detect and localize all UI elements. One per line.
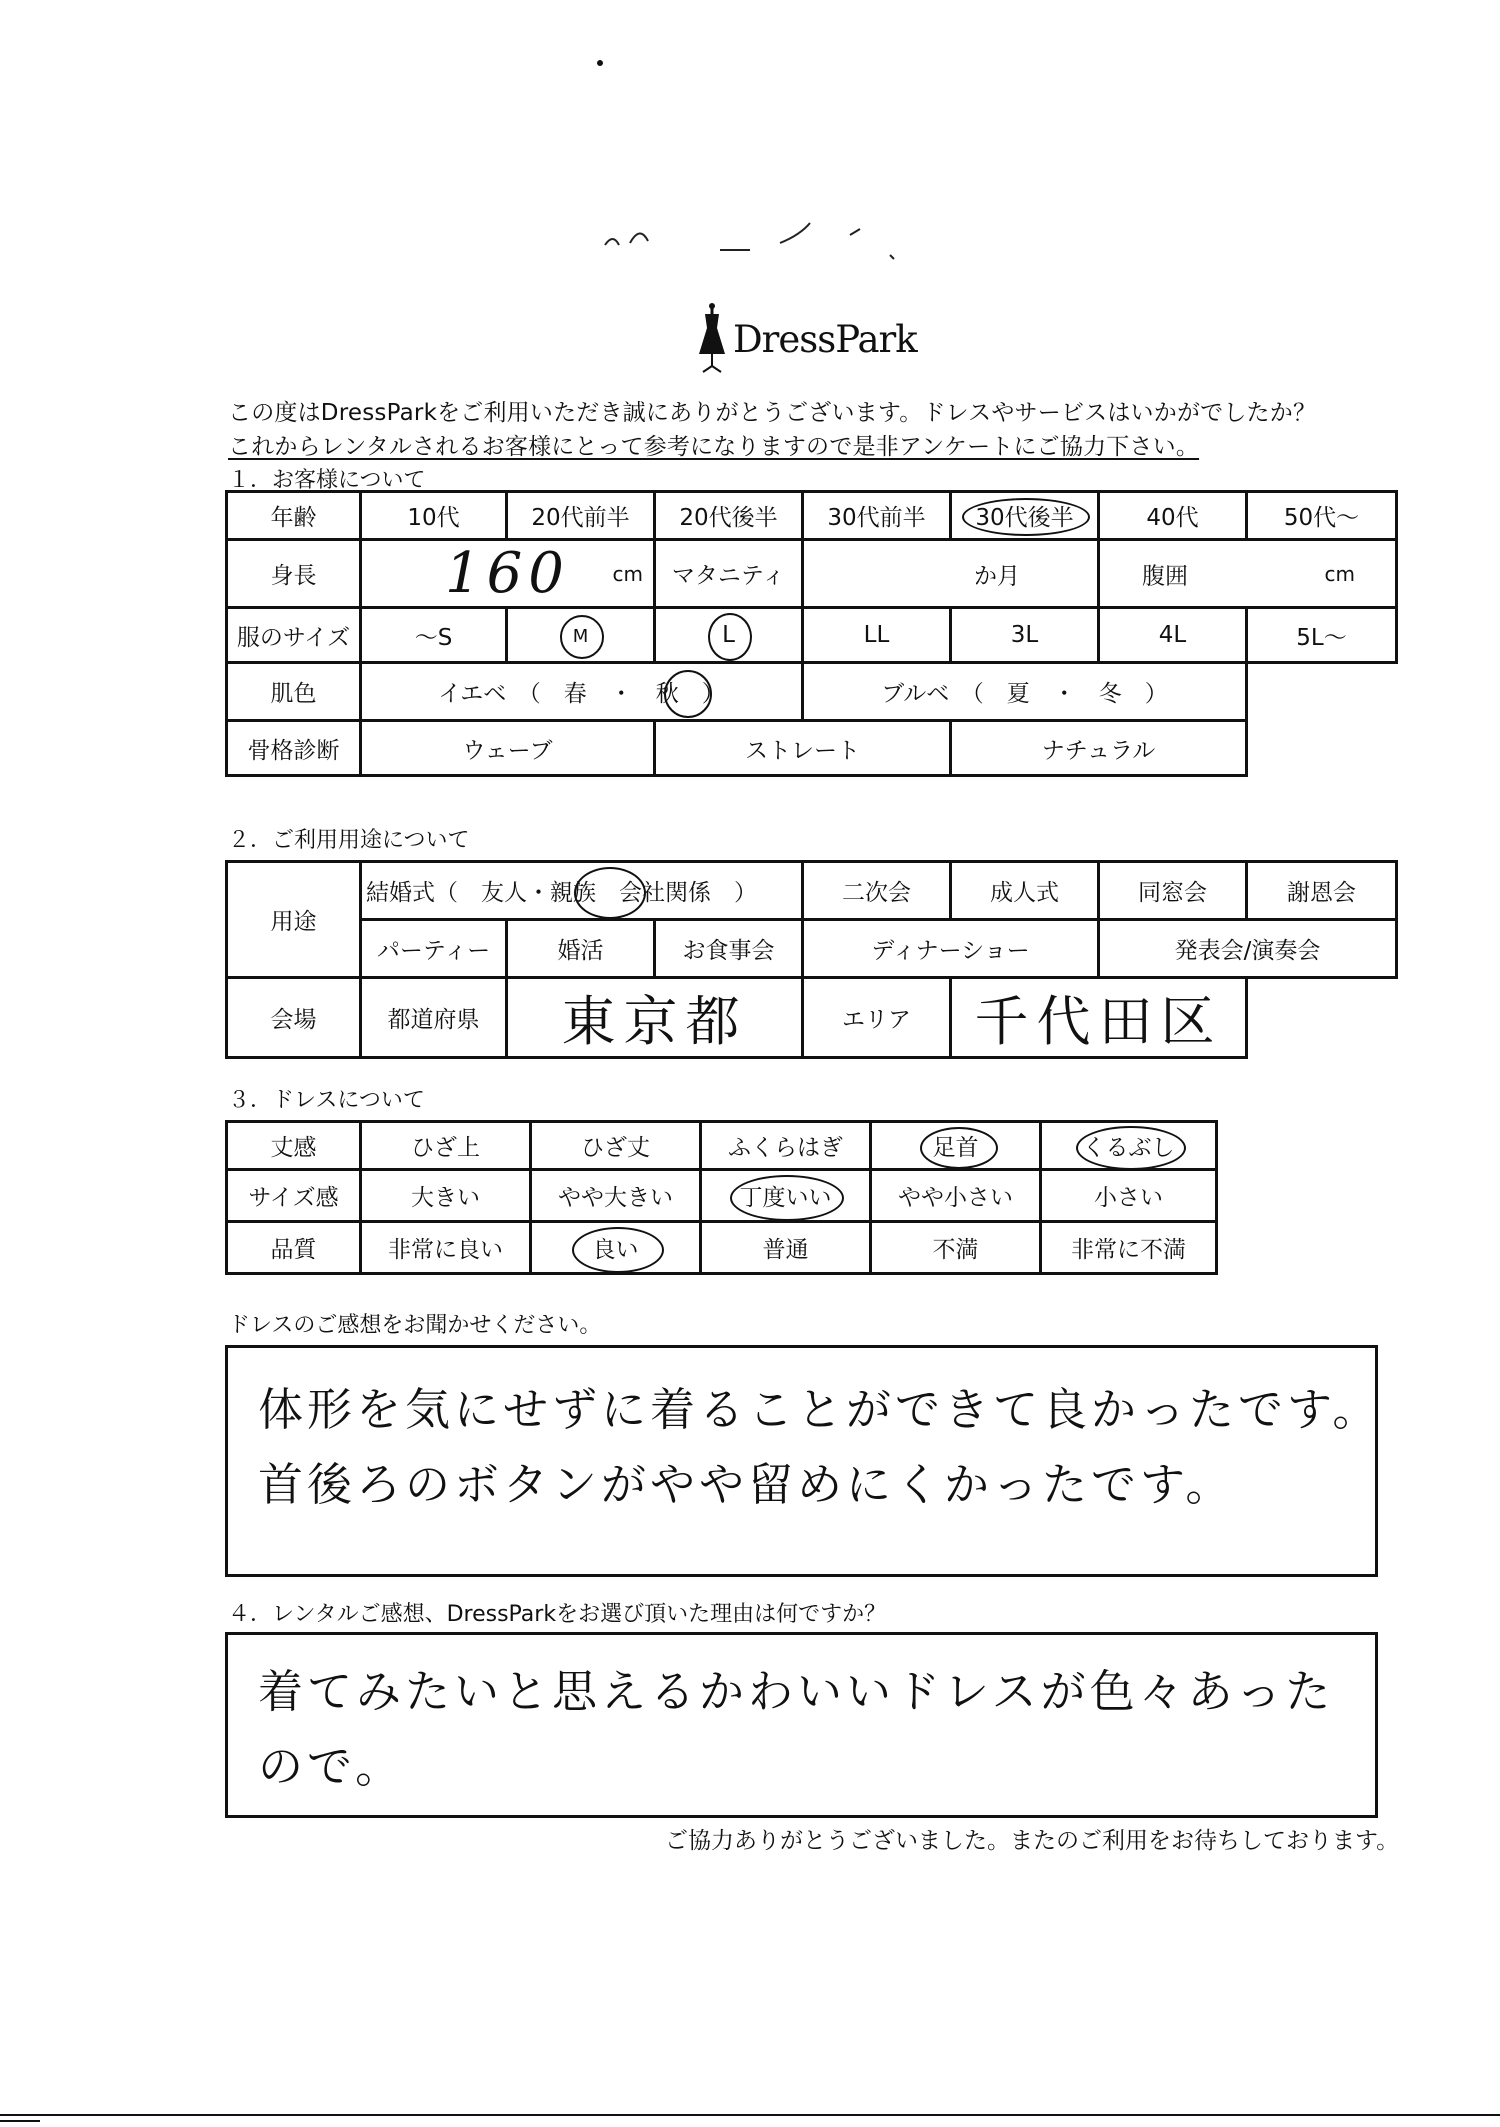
reason-line-1: 着てみたいと思えるかわいいドレスが色々あった (258, 1665, 1335, 1718)
prefecture-field[interactable] (507, 978, 803, 1058)
prefecture-label: 都道府県 (361, 978, 507, 1058)
quality-option[interactable]: 普通 (701, 1222, 871, 1274)
age-option[interactable]: 40代 (1099, 492, 1247, 540)
quality-label: 品質 (227, 1222, 361, 1274)
age-option-selected[interactable] (951, 492, 1099, 540)
intro-line-2: これからレンタルされるお客様にとって参考になりますので是非アンケートにご協力下さい。 (228, 434, 1200, 460)
purpose-option[interactable]: パーティー (361, 920, 507, 978)
waist-label: 腹囲 (1142, 563, 1188, 589)
age-option[interactable]: 20代前半 (507, 492, 655, 540)
quality-option[interactable]: 非常に良い (361, 1222, 531, 1274)
frame-option[interactable]: ストレート (655, 721, 951, 776)
purpose-option[interactable]: 二次会 (803, 862, 951, 920)
length-option[interactable]: ひざ丈 (531, 1122, 701, 1170)
maternity-label: マタニティ (655, 540, 803, 608)
impression-line-2: 首後ろのボタンがやや留めにくかったです。 (258, 1458, 1235, 1511)
intro-line-1: この度はDressParkをご利用いただき誠にありがとうございます。ドレスやサービスはいかがでしたか？ (228, 400, 1317, 426)
height-field[interactable] (361, 540, 655, 608)
frame-option[interactable]: ナチュラル (951, 721, 1247, 776)
length-option[interactable]: ふくらはぎ (701, 1122, 871, 1170)
size-option[interactable]: ～S (361, 608, 507, 663)
impression-prompt: ドレスのご感想をお聞かせください。 (228, 1313, 602, 1338)
quality-option[interactable]: 不満 (871, 1222, 1041, 1274)
skin-yellow-text: イエベ （ 春 ・ 秋 ） (438, 681, 725, 707)
age-option-label: 30代後半 (975, 505, 1074, 531)
quality-row (227, 1222, 1217, 1274)
section2-title: ２．ご利用用途について (228, 828, 470, 853)
height-value: 160 (445, 541, 570, 606)
purpose-option[interactable]: 同窓会 (1099, 862, 1247, 920)
prefecture-value: 東京都 (561, 990, 748, 1053)
age-row (227, 492, 1397, 540)
fit-option-selected[interactable] (701, 1170, 871, 1222)
fit-row (227, 1170, 1217, 1222)
empty-cell (1247, 721, 1397, 776)
length-option[interactable]: ひざ上 (361, 1122, 531, 1170)
quality-option[interactable]: 非常に不満 (1041, 1222, 1217, 1274)
impression-box[interactable] (225, 1345, 1382, 1577)
fit-option[interactable]: やや小さい (871, 1170, 1041, 1222)
empty-cell (1247, 978, 1397, 1058)
dress-table (225, 1120, 1218, 1275)
empty-cell (1247, 663, 1397, 721)
purpose-option[interactable]: 成人式 (951, 862, 1099, 920)
size-option-label: M (572, 626, 589, 647)
customer-table (225, 490, 1398, 777)
age-option[interactable]: 30代前半 (803, 492, 951, 540)
size-option-selected[interactable] (655, 608, 803, 663)
section4-title: ４．レンタルご感想、DressParkをお選び頂いた理由は何ですか？ (228, 1602, 887, 1627)
skin-yellow-option[interactable] (361, 663, 803, 721)
height-label: 身長 (227, 540, 361, 608)
size-label: 服のサイズ (227, 608, 361, 663)
dress-mannequin-icon (695, 300, 729, 376)
venue-row (227, 978, 1397, 1058)
frame-label: 骨格診断 (227, 721, 361, 776)
length-option-label: くるぶし (1082, 1135, 1175, 1161)
size-option[interactable]: LL (803, 608, 951, 663)
purpose-option[interactable]: 謝恩会 (1247, 862, 1397, 920)
area-value: 千代田区 (974, 990, 1223, 1053)
purpose-label: 用途 (227, 862, 361, 978)
fit-label: サイズ感 (227, 1170, 361, 1222)
wedding-text: 結婚式（ 友人・親族 会社関係 ） (366, 880, 757, 906)
waist-field[interactable] (1099, 540, 1397, 608)
reason-box[interactable] (225, 1632, 1378, 1818)
fit-option[interactable]: 小さい (1041, 1170, 1217, 1222)
age-label: 年齢 (227, 492, 361, 540)
purpose-option[interactable]: ディナーショー (803, 920, 1099, 978)
purpose-table (225, 860, 1398, 1059)
purpose-row-1 (227, 862, 1397, 920)
length-option-label: 足首 (932, 1135, 979, 1161)
size-option[interactable]: 5L～ (1247, 608, 1397, 663)
quality-option-selected[interactable] (531, 1222, 701, 1274)
purpose-option[interactable]: 発表会/演奏会 (1099, 920, 1397, 978)
purpose-option[interactable]: 婚活 (507, 920, 655, 978)
impression-line-1: 体形を気にせずに着ることができて良かったです。 (258, 1383, 1382, 1436)
maternity-field[interactable] (803, 540, 1099, 608)
waist-unit: cm (1324, 561, 1355, 586)
skin-label: 肌色 (227, 663, 361, 721)
scan-edge-mark (0, 2120, 40, 2122)
size-option[interactable]: 4L (1099, 608, 1247, 663)
height-row (227, 540, 1397, 608)
size-row (227, 608, 1397, 663)
frame-option[interactable]: ウェーブ (361, 721, 655, 776)
height-unit: cm (612, 561, 643, 586)
fit-option[interactable]: やや大きい (531, 1170, 701, 1222)
area-field[interactable] (951, 978, 1247, 1058)
area-label: エリア (803, 978, 951, 1058)
scan-edge-line (0, 2114, 1500, 2116)
length-option-selected[interactable] (871, 1122, 1041, 1170)
size-option-selected[interactable] (507, 608, 655, 663)
fit-option[interactable]: 大きい (361, 1170, 531, 1222)
age-option[interactable]: 10代 (361, 492, 507, 540)
logo-text: DressPark (733, 318, 917, 361)
quality-option-label: 良い (592, 1237, 639, 1263)
venue-label: 会場 (227, 978, 361, 1058)
age-option[interactable]: 50代～ (1247, 492, 1397, 540)
reason-line-2: ので。 (258, 1740, 405, 1793)
scan-speck (597, 60, 603, 66)
size-option-label: L (722, 622, 735, 648)
scan-smudge (600, 215, 960, 265)
length-label: 丈感 (227, 1122, 361, 1170)
purpose-option[interactable]: お食事会 (655, 920, 803, 978)
age-option[interactable]: 20代後半 (655, 492, 803, 540)
section3-title: ３．ドレスについて (228, 1088, 425, 1113)
size-option[interactable]: 3L (951, 608, 1099, 663)
dresspark-logo (695, 300, 935, 380)
fit-option-label: 丁度いい (739, 1185, 832, 1211)
skin-blue-option[interactable]: ブルベ （ 夏 ・ 冬 ） (803, 663, 1247, 721)
section1-title: １．お客様について (228, 468, 426, 493)
purpose-row-2 (227, 920, 1397, 978)
length-option-selected[interactable] (1041, 1122, 1217, 1170)
skin-row (227, 663, 1397, 721)
wedding-option[interactable] (361, 862, 803, 920)
length-row (227, 1122, 1217, 1170)
frame-row (227, 721, 1397, 776)
closing-message: ご協力ありがとうございました。またのご利用をお待ちしております。 (665, 1828, 1400, 1854)
months-unit: か月 (974, 563, 1020, 589)
